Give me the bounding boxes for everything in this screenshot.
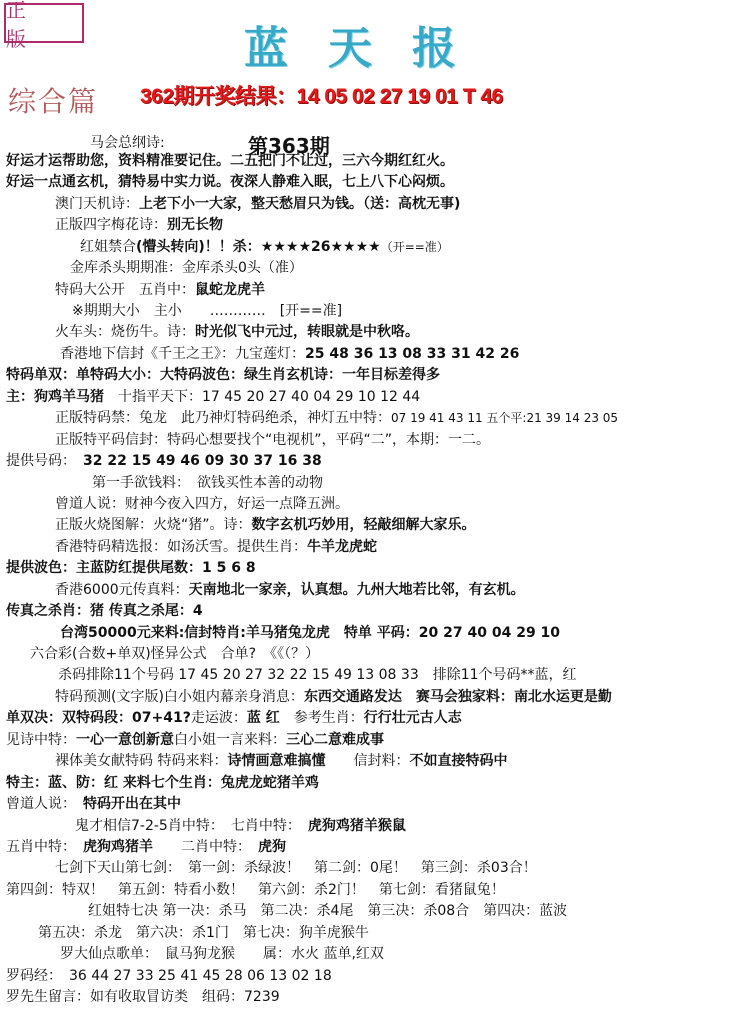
text-line [55,429,490,452]
text-fragment: 正版四字梅花诗： [55,217,167,234]
text-fragment: 绿 [244,367,258,384]
text-fragment: 07 19 41 43 11 五个平:21 39 14 23 05 [391,411,619,426]
text-line [6,793,181,816]
text-line [6,150,454,173]
text-fragment: 裸体美女献特码 特码来料： [55,753,228,770]
text-line [55,579,525,602]
text-fragment: 澳门天机诗： [55,195,139,212]
text-fragment: 提供尾数： [132,560,202,577]
text-line [38,922,369,945]
text-line [55,193,460,216]
text-line [55,407,618,430]
text-fragment: 信封料： [325,753,410,770]
text-fragment: 主：狗鸡羊马猪 [6,388,104,405]
text-line [6,836,286,859]
text-fragment: 诗情画意难搞懂 [227,753,326,770]
text-fragment: 天南地北一家亲，认真想。九州大地若比邻，有玄机。 [188,581,525,598]
text-fragment: 32 22 15 49 46 09 30 37 16 38 [83,453,322,470]
text-fragment: 单双决： [6,710,62,727]
text-line [6,965,332,988]
text-fragment: 特主：蓝、防：红 来料七个生肖： [6,774,221,791]
text-fragment: 不如直接特码中 [409,753,508,770]
text-line [6,986,280,1009]
text-fragment: 虎狗 [258,838,286,855]
text-line [58,664,577,687]
text-line [60,343,519,366]
text-fragment: 虎狗鸡猪羊 [83,838,153,855]
text-line [55,857,537,880]
text-fragment: 欲钱买性本善的动物 [197,474,323,491]
text-fragment: 提供波色： [6,560,76,577]
text-line [75,815,406,838]
issue-number: 第363期 [248,134,330,158]
genuine-stamp: 正 版 [4,3,84,43]
text-fragment: 曾道人说：财神今夜入四方，好运一点降五洲。 [55,495,349,512]
text-fragment: 时光似飞中元过，转眼就是中秋咯。 [195,324,419,341]
text-fragment: 香港6000元传真料： [55,581,189,598]
text-fragment: 香港地下信封《千王之王》：九宝莲灯： [60,345,305,362]
text-line [70,257,303,280]
text-fragment: 兔虎龙蛇猪羊鸡 [220,774,319,791]
text-fragment: 好运一点通玄机，猜特易中实力说。夜深人静难入眠，七上八下心闷烦。 [6,174,454,191]
text-fragment: 罗先生留言：如有收取冒访类 组码：7239 [6,989,280,1005]
text-fragment: 上老下小一大家，整天愁眉只为钱。（送：高枕无事) [139,195,461,212]
text-fragment: 特码波色： [174,367,244,384]
text-fragment: 特码预测(文字版)白小姐内幕亲身消息： [55,688,304,705]
text-fragment: 杀码排除11个号码 17 45 20 27 32 22 15 49 13 08 33 排除11个号码**蓝，红 [58,667,577,684]
text-fragment: 主蓝防红 [76,560,132,577]
text-fragment: 金库杀头期期准： [70,260,182,277]
text-fragment: 双 [62,710,76,727]
text-line [88,900,567,923]
text-fragment: 特码开出在其中 [83,796,181,813]
text-fragment: 东西交通路发达 赛马会独家料： [303,688,514,705]
text-fragment: 红姐禁合 [80,238,136,255]
text-fragment: 鼠蛇龙虎羊 [195,281,265,298]
text-fragment: 虎狗鸡猪羊猴鼠 [307,817,406,834]
text-fragment: 红姐特七决 第一决：杀马 第二决：杀4尾 第三决：杀08合 第四决：蓝波 [88,903,568,920]
text-fragment: 好运才运帮助您，资料精准要记住。二五把门不让过，三六今期红红火。 [6,153,454,169]
text-line [6,600,203,623]
text-fragment: 罗大仙点歌单： 鼠马狗龙猴 属：水火 蓝单,红双 [60,946,384,963]
text-fragment: （开==准） [380,239,449,254]
text-fragment: 单 [76,367,90,384]
text-fragment: 特码段： [76,710,132,727]
text-fragment: 正版火烧图解：火烧“猪”。诗： [55,517,252,534]
text-line [55,536,377,559]
text-fragment: 提供号码： [6,453,83,470]
masthead-title: 蓝天报 [244,23,496,74]
text-line [6,386,420,409]
text-line [6,450,322,473]
text-fragment: 马会总纲诗: [90,135,165,151]
text-fragment: 七剑下天山第七剑： 第一剑：杀绿波！ 第二剑：0尾！ 第三剑：杀03合！ [55,860,537,877]
text-fragment: 第四剑：特双！ 第五剑：特看小数！ 第六剑：杀2门！ 第七剑：看猪鼠兔！ [6,881,505,898]
text-line [55,514,476,537]
text-fragment: 走运波： [190,710,247,727]
text-line [72,300,342,323]
text-fragment: 曾道人说： [6,796,83,813]
text-line [6,772,319,795]
text-line [6,364,440,387]
text-fragment: 一心一意创新意 [76,731,174,748]
text-fragment: 南北水运更是勤 [513,688,612,705]
text-fragment: 特码单双： [6,367,76,384]
text-fragment: 大 [160,367,174,384]
text-fragment: 1 5 6 8 [202,560,256,577]
text-fragment: 十指平天下：17 45 20 27 40 04 29 10 12 44 [104,388,421,405]
text-fragment: 别无长物 [167,217,223,234]
text-fragment: 金库杀头0头（准） [182,260,303,277]
text-fragment: 特码大小： [90,367,160,384]
text-line [6,171,454,194]
text-fragment: 行行壮元古人志 [363,710,462,727]
text-line [6,879,505,902]
text-fragment: 特码大公开 五肖中： [55,281,195,298]
text-line [60,943,384,966]
text-fragment: 一年目标差得多 [342,367,440,384]
text-line [55,279,265,302]
text-fragment: 第五决：杀龙 第六决：杀1门 第七决：狗羊虎猴牛 [38,924,369,941]
text-line [55,493,349,516]
text-line [30,643,319,666]
text-line [55,214,223,237]
text-fragment: 牛羊龙虎蛇 [307,538,377,555]
text-fragment: (懵头转向)！！杀：★★★★26★★★★ [136,238,381,255]
section-title: 综合篇 [8,85,99,118]
text-fragment: 台湾50000元来料:信封特肖:羊马猪兔龙虎 特单 平码：20 27 40 04 29 10 [60,624,561,641]
text-fragment: 正版特平码信封：特码心想要找个“电视机”，平码“二”，本期：一二。 [55,431,491,448]
text-line [6,707,462,730]
text-line [6,557,256,580]
text-fragment: 五肖中特： [6,838,83,855]
text-fragment: 生肖玄机诗： [258,367,342,384]
text-line [55,750,507,773]
text-line [80,236,449,259]
text-fragment: 传真之杀肖：猪 传真之杀尾：4 [6,603,203,620]
text-fragment: 二肖中特： [153,838,258,855]
text-fragment: 见诗中特： [6,731,76,748]
text-fragment: 六合彩(合数+单双)怪异公式 合单? 《《（？） [30,646,320,663]
text-fragment: 07+41? [132,710,191,727]
text-fragment: 三心二意难成事 [286,731,384,748]
text-line [55,321,419,344]
previous-result: 362期开奖结果：14 05 02 27 19 01 T 46 [140,85,503,108]
text-fragment: 25 48 36 13 08 33 31 42 26 [305,345,520,362]
text-fragment: 蓝 红 [246,710,294,727]
text-fragment: 正版特码禁：兔龙 此乃神灯特码绝杀，神灯五中特： [55,410,391,427]
text-fragment: 鬼才相信7-2-5肖中特： 七肖中特： [75,817,308,834]
text-fragment: 数字玄机巧妙用，轻敲细解大家乐。 [251,517,476,534]
text-fragment: 第一手欲钱料： [92,474,197,491]
text-fragment: 参考生肖： [293,710,364,727]
text-line [92,472,323,495]
text-fragment: 香港特码精选报：如汤沃雪。提供生肖： [55,538,307,555]
text-line [60,622,560,645]
text-fragment: 火车头：烧伤牛。诗： [55,324,195,341]
text-fragment: 白小姐一言来料： [174,731,286,748]
text-fragment: ※期期大小 主小 ………… [开==准] [72,303,343,320]
text-fragment: 罗码经： 36 44 27 33 25 41 45 28 06 13 02 18 [6,967,332,984]
text-line [55,686,612,709]
text-line [6,729,384,752]
